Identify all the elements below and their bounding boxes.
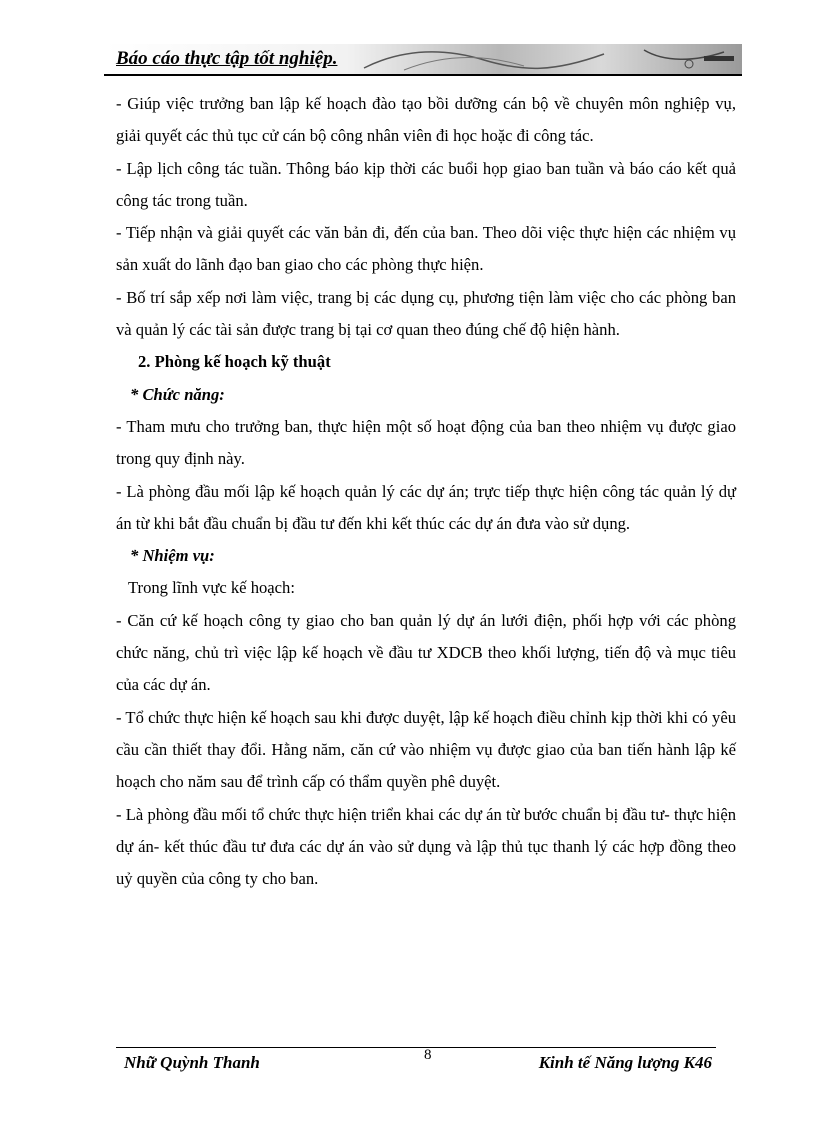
page-number: 8 [424, 1047, 432, 1063]
paragraph: - Tổ chức thực hiện kế hoạch sau khi được duyệt, lập kế hoạch điều chỉnh kịp thời khi có yêu cầu cần thiết thay đổi. Hằng năm, căn cứ vào nhiệm vụ được giao của ban tiến hành lập kế hoạch cho năm sau để trình cấp có thẩm quyền phê duyệt. [116, 707, 736, 792]
paragraph: - Là phòng đầu mối tổ chức thực hiện triển khai các dự án từ bước chuẩn bị đầu tư- thực hiện dự án- kết thúc đầu tư đưa các dự án vào sử dụng và lập thủ tục thanh lý các hợp đồng theo uỷ quyền của công ty cho ban. [116, 804, 736, 889]
paragraph: - Căn cứ kế hoạch công ty giao cho ban quản lý dự án lưới điện, phối hợp với các phòng chức năng, chủ trì việc lập kế hoạch về đầu tư XDCB theo khối lượng, tiến độ và mục tiêu của các dự án. [116, 610, 736, 695]
body-content [116, 88, 736, 895]
header-rule [104, 74, 742, 76]
section-heading: 2. Phòng kế hoạch kỹ thuật [138, 352, 331, 372]
footer-program: Kinh tế Năng lượng K46 [538, 1053, 712, 1072]
paragraph: - Tham mưu cho trưởng ban, thực hiện một số hoạt động của ban theo nhiệm vụ được giao trong quy định này. [116, 416, 736, 469]
subsection-heading: * Nhiệm vụ: [130, 546, 215, 566]
page-header [104, 44, 742, 76]
paragraph: - Lập lịch công tác tuần. Thông báo kịp thời các buổi họp giao ban tuần và báo cáo kết quả công tác trong tuần. [116, 158, 736, 210]
header-title: Báo cáo thực tập tốt nghiệp. [116, 48, 338, 69]
paragraph: - Tiếp nhận và giải quyết các văn bản đi, đến của ban. Theo dõi việc thực hiện các nhiệm vụ sản xuất do lãnh đạo ban giao cho các phòng thực hiện. [116, 223, 736, 275]
paragraph: - Giúp việc trưởng ban lập kế hoạch đào tạo bồi dưỡng cán bộ về chuyên môn nghiệp vụ, giải quyết các thủ tục cử cán bộ công nhân viên đi học hoặc đi công tác. [116, 94, 736, 146]
paragraph: - Bố trí sắp xếp nơi làm việc, trang bị các dụng cụ, phương tiện làm việc cho các phòng ban và quản lý các tài sản được trang bị tại cơ quan theo đúng chế độ hiện hành. [116, 287, 736, 340]
subsection-heading: * Chức năng: [130, 384, 225, 404]
paragraph: Trong lĩnh vực kế hoạch: [128, 578, 295, 598]
paragraph: - Là phòng đầu mối lập kế hoạch quản lý các dự án; trực tiếp thực hiện công tác quản lý dự án từ khi bắt đầu chuẩn bị đầu tư đến khi kết thúc các dự án đưa vào sử dụng. [116, 481, 736, 533]
footer-rule [116, 1047, 716, 1048]
footer-author: Nhữ Quỳnh Thanh [124, 1053, 260, 1072]
